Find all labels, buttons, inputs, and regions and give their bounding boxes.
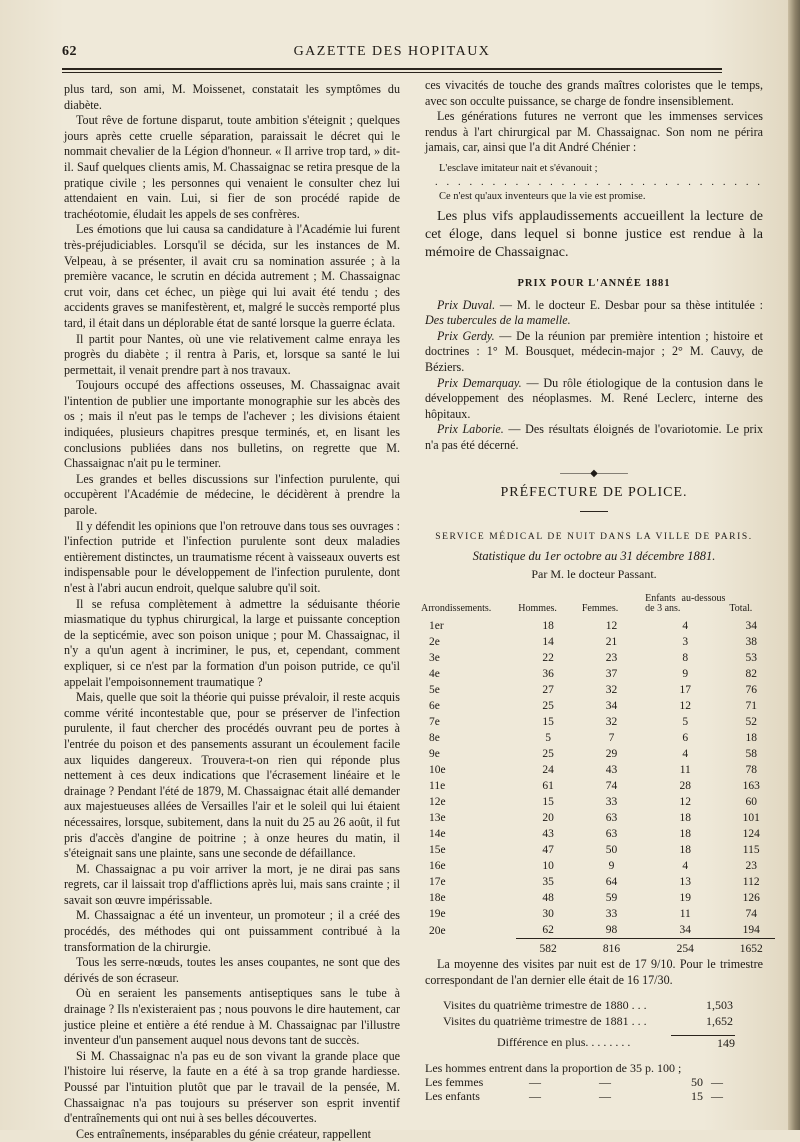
table-cell: 78 (745, 764, 757, 777)
arrondissement-cell: 15e (429, 844, 446, 857)
table-cell: 38 (745, 636, 757, 649)
paragraph: Toujours occupé des affections osseuses, M. Chassaignac avait l'intention de publier une importante monographie sur les abcès des os ; mais il n'eut pas le temps de l'achever ; les divisions étaient indiquées, plusieurs chapitres presque terminés, et, en lisant les conclusions publiées dans nos bulletins, on regrette que M. Chassaignac n'ait pu le terminer. (64, 378, 400, 471)
visits-row: Visites du quatrième trimestre de 1880 . . . 1,503 (443, 997, 733, 1012)
table-cell: 126 (742, 892, 760, 905)
proportion-row: Les enfants — — 15 — (425, 1089, 723, 1104)
table-cell: 35 (542, 876, 554, 889)
table-cell: 47 (542, 844, 554, 857)
thesis-title: Des tubercules de la mamelle. (425, 313, 571, 328)
table-cell: 43 (542, 828, 554, 841)
table-cell: 76 (745, 684, 757, 697)
table-cell: 12 (679, 796, 692, 809)
table-cell: 25 (542, 700, 554, 713)
table-cell: 124 (742, 828, 760, 841)
arrondissement-cell: 1er (429, 620, 444, 633)
table-cell: 82 (745, 668, 757, 681)
verse-quote (425, 162, 763, 204)
table-row (419, 730, 775, 746)
header-rule-thin (62, 72, 722, 73)
table-cell: 12 (679, 700, 692, 713)
proportion-row: Les femmes — — 50 — (425, 1075, 723, 1090)
prize-entry: Prix Demarquay. — Du rôle étiologique de la contusion dans le développement des néoplasmes. M. René Leclerc, interne des hôpitaux. (425, 375, 763, 421)
prefecture-title: PRÉFECTURE DE POLICE. (500, 485, 688, 501)
applause-paragraph: Les plus vifs applaudissements accueillent la lecture de cet éloge, dans lequel si bonne justice est rendue à la mémoire de Chassaignac. (425, 208, 763, 260)
table-row (419, 890, 775, 906)
table-cell: 7 (608, 732, 615, 745)
arrondissement-cell: 17e (429, 876, 446, 889)
running-title: GAZETTE DES HOPITAUX (293, 44, 491, 59)
table-row (419, 874, 775, 890)
table-cell: 64 (605, 876, 618, 889)
table-cell: 58 (745, 748, 757, 761)
header-rule (62, 68, 722, 70)
total-cell: 816 (580, 939, 643, 958)
table-cell: 60 (745, 796, 757, 809)
ornament-separator: ———◆——— (560, 467, 628, 479)
table-cell: 34 (745, 620, 757, 633)
table-cell: 8 (682, 652, 689, 665)
table-cell: 30 (542, 908, 554, 921)
table-row (419, 666, 775, 682)
total-cell: 254 (643, 939, 727, 958)
arrondissement-cell: 7e (429, 716, 440, 729)
prize-name: Prix Laborie. (437, 422, 504, 437)
column-header: Enfants au-dessous de 3 ans. (645, 593, 726, 615)
table-row (419, 746, 775, 762)
table-cell: 59 (605, 892, 618, 905)
verse-line: L'esclave imitateur nait et s'évanouit ; (439, 162, 598, 174)
paragraph: Il partit pour Nantes, où une vie relativement calme enraya les progrès du diabète ; il rentra à Paris, et, lorsque sa santé le lui permettait, il venait prendre part à nos travaux. (64, 331, 400, 377)
table-cell: 50 (605, 844, 618, 857)
table-cell: 18 (679, 828, 692, 841)
table-row (419, 778, 775, 794)
table-row (419, 650, 775, 666)
paragraph: Les générations futures ne verront que les immenses services rendus à l'art chirurgical par M. Chassaignac. Son nom ne périra jamais, car, ainsi que l'a dit André Chénier : (425, 109, 763, 155)
totals-row (419, 939, 775, 958)
table-cell: 3 (682, 636, 689, 649)
paragraph: Il y défendit les opinions que l'on retrouve dans tous ses ouvrages : l'infection putride et l'infection purulente sont deux maladies entièrement distinctes, un traumatisme récent à vaisseaux ouverts est indispensable pour le développement de l'infection purulente, dont n'est à l'abri aucun endroit, quelque salubre qu'il soit. (64, 518, 400, 595)
table-cell: 18 (542, 620, 554, 633)
table-cell: 4 (682, 748, 689, 761)
table-cell: 37 (605, 668, 618, 681)
page-header (62, 44, 722, 66)
paragraph: Où en seraient les pansements antiseptiques sans le tube à drainage ? Ils n'existeraient pas ; nous pouvons le dire hautement, car justice pleine et entière a été rendue à M. Chassaignac par l'illustre inventeur d'un pansement auquel nous devons tant de succès. (64, 986, 400, 1048)
table-cell: 98 (605, 924, 618, 937)
table-cell: 74 (605, 780, 618, 793)
prize-name: Prix Gerdy. (437, 328, 495, 343)
table-cell: 18 (679, 844, 692, 857)
arrondissement-cell: 10e (429, 764, 446, 777)
paragraph: M. Chassaignac a pu voir arriver la mort, je ne dirai pas sans regrets, car il laissait trop d'afflictions après lui, mais sans crainte ; il savait son œuvre impérissable. (64, 861, 400, 907)
total-cell (419, 939, 516, 958)
table-cell: 71 (745, 700, 757, 713)
statistics-table (419, 594, 775, 957)
verse-line: Ce n'est qu'aux inventeurs que la vie est promise. (439, 190, 646, 202)
table-cell: 4 (682, 620, 689, 633)
table-cell: 14 (542, 636, 554, 649)
table-cell: 9 (608, 860, 615, 873)
table-cell: 17 (679, 684, 692, 697)
table-row (419, 762, 775, 778)
average-paragraph: La moyenne des visites par nuit est de 17 9/10. Pour le trimestre correspondant de l'an dernier elle était de 16 17/30. (425, 957, 763, 988)
service-heading: SERVICE MÉDICAL DE NUIT DANS LA VILLE DE PARIS. (435, 531, 753, 542)
table-row (419, 858, 775, 874)
arrondissement-cell: 3e (429, 652, 440, 665)
table-cell: 23 (745, 860, 757, 873)
table-cell: 10 (542, 860, 554, 873)
table-row (419, 794, 775, 810)
arrondissement-cell: 18e (429, 892, 446, 905)
arrondissement-cell: 2e (429, 636, 440, 649)
page-edge (788, 0, 800, 1130)
table-row (419, 618, 775, 634)
table-cell: 4 (682, 860, 689, 873)
table-cell: 23 (605, 652, 618, 665)
table-row (419, 698, 775, 714)
table-row (419, 842, 775, 858)
author-line: Par M. le docteur Passant. (531, 566, 657, 581)
table-row (419, 906, 775, 922)
column-header: Arrondissements. (421, 603, 492, 615)
table-cell: 24 (542, 764, 554, 777)
table-cell: 11 (679, 764, 691, 777)
proportions-intro: Les hommes entrent dans la proportion de 35 p. 100 ; (425, 1061, 682, 1076)
table-cell: 32 (605, 716, 618, 729)
table-row (419, 922, 775, 939)
prizes-heading: PRIX POUR L'ANNÉE 1881 (517, 277, 671, 289)
column-header: Total. (729, 603, 753, 615)
table-cell: 101 (742, 812, 760, 825)
table-cell: 63 (605, 828, 618, 841)
table-cell: 52 (745, 716, 757, 729)
paragraph: Tous les serre-nœuds, toutes les anses coupantes, ne sont que des dérivés de son écraseur. (64, 955, 400, 985)
table-cell: 29 (605, 748, 618, 761)
table-cell: 22 (542, 652, 554, 665)
table-cell: 33 (605, 908, 618, 921)
table-row (419, 810, 775, 826)
prize-name: Prix Demarquay. (437, 375, 522, 390)
paragraph: M. Chassaignac a été un inventeur, un promoteur ; il a créé des procédés, des méthodes qui ont puissamment contribué à la transformation de la chirurgie. (64, 908, 400, 954)
table-cell: 163 (742, 780, 760, 793)
arrondissement-cell: 4e (429, 668, 440, 681)
table-cell: 115 (742, 844, 760, 857)
table-cell: 19 (679, 892, 692, 905)
table-cell: 18 (679, 812, 692, 825)
table-cell: 11 (679, 908, 691, 921)
paragraph: Si M. Chassaignac n'a pas eu de son vivant la grande place que l'histoire lui réserve, la faute en a été à sa trop grande hardiesse. Poussé par l'intuition plutôt que par le travail de la pensée, M. Chassaignac n'a pas toujours su préserver son esprit inventif d'entraînements qui ont nui à ses belles découvertes. (64, 1048, 400, 1126)
arrondissement-cell: 16e (429, 860, 446, 873)
table-cell: 112 (742, 876, 760, 889)
proportions (425, 1061, 763, 1103)
table-cell: 33 (605, 796, 618, 809)
table-row (419, 714, 775, 730)
difference-row: Différence en plus. . . . . . . . 149 (497, 1034, 735, 1050)
short-rule (580, 511, 608, 512)
paragraph: Mais, quelle que soit la théorie qui puisse prévaloir, il reste acquis comme vérité incontestable que, pour se préserver de l'infection purulente, il faut chercher des procédés ouvrant peu de portes à l'entrée du poison et des pansements assurant un écoulement facile aux liquides dangereux. Trouvera-t-on rien qui réponde plus nettement à ces deux indications que l'écrasement linéaire et le drainage ? Pendant l'été de 1879, M. Chassaignac était allé demander aux majestueuses allées de Versailles l'air et le soleil qui lui étaient nécessaires, lorsque, subitement, dans la nuit du 25 au 26 août, il fut pris d'accès d'angine de poitrine ; à onze heures du matin, il s'éteignait sans une plainte, sans une seconde de défaillance. (64, 690, 400, 861)
arrondissement-cell: 19e (429, 908, 446, 921)
prize-name: Prix Duval. (437, 297, 496, 312)
total-cell: 1652 (727, 939, 775, 958)
table-cell: 34 (679, 924, 692, 937)
column-header: Hommes. (518, 603, 557, 615)
arrondissement-cell: 5e (429, 684, 440, 697)
table-cell: 15 (542, 716, 554, 729)
paragraph: Il se refusa complètement à admettre la séduisante théorie miasmatique du typhus chirurgical, la large et puissante conception de la septicémie, avec son poison unique ; pour M. Chassaignac, il n'y a qu'un agent à incriminer, le pus, et, cependant, comment expliquer, si ce n'est par la formation d'un poison putride, ce qu'il appelait l'empoisonnement traumatique ? (64, 596, 400, 689)
prize-entry: Prix Gerdy. — De la réunion par première intention ; histoire et doctrines : 1° M. Bousquet, médecin-major ; 2° M. Cauvy, de Béziers. (425, 328, 763, 374)
total-cell: 582 (516, 939, 580, 958)
statistic-line: Statistique du 1er octobre au 31 décembre 1881. (472, 549, 716, 564)
arrondissement-cell: 14e (429, 828, 446, 841)
paragraph: Ces entraînements, inséparables du génie créateur, rappellent (76, 1126, 372, 1141)
prize-entry: Prix Duval. — M. le docteur E. Desbar pour sa thèse intitulée : Des tubercules de la mamelle. (425, 297, 763, 328)
table-cell: 25 (542, 748, 554, 761)
table-cell: 5 (682, 716, 689, 729)
table-row (419, 682, 775, 698)
table-cell: 194 (742, 924, 760, 937)
arrondissement-cell: 20e (429, 924, 446, 937)
arrondissement-cell: 9e (429, 748, 440, 761)
paragraph: plus tard, son ami, M. Moissenet, constatait les symptômes du diabète. (64, 82, 400, 112)
table-row (419, 826, 775, 842)
table-cell: 13 (679, 876, 692, 889)
arrondissement-cell: 8e (429, 732, 440, 745)
arrondissement-cell: 13e (429, 812, 446, 825)
page-number: 62 (62, 44, 77, 59)
arrondissement-cell: 6e (429, 700, 440, 713)
table-cell: 15 (542, 796, 554, 809)
verse-ellipsis: . . . . . . . . . . . . . . . . . . . . . . . . . . . . . (435, 176, 763, 188)
paragraph: Les grandes et belles discussions sur l'infection purulente, qui occupèrent l'Académie de médecine, le décidèrent à prendre la parole. (64, 471, 400, 518)
table-cell: 9 (682, 668, 689, 681)
table-cell: 62 (542, 924, 554, 937)
table-cell: 28 (679, 780, 692, 793)
arrondissement-cell: 12e (429, 796, 446, 809)
table-row (419, 634, 775, 650)
column-header: Femmes. (581, 603, 619, 615)
table-cell: 5 (545, 732, 551, 745)
paragraph: Tout rêve de fortune disparut, toute ambition s'éteignit ; quelques jours après cette cruelle séparation, paraissait le décret qui le nommait chevalier de la Légion d'honneur. « Il arrive trop tard, » dit-il. Sauf quelques clients amis, M. Chassaignac se retira presque de la pratique civile ; les personnes qui venaient le consulter chez lui attendaient en vain. Lui, si fier de son procédé rapide de trachéotomie, éludait les appels de ses confrères. (64, 113, 400, 221)
table-cell: 18 (745, 732, 757, 745)
paragraph: Les émotions que lui causa sa candidature à l'Académie lui furent très-préjudiciables. Lorsqu'il se décida, sur les instances de M. Velpeau, à se présenter, il avait cru sa nomination assurée ; à la première vacance, le scrutin en décida autrement ; M. Chassaignac crut voir, dans cet échec, un piège qui lui avait été tendu ; des accidents graves se manifestèrent, et, malgré le succès remporté plus tard, il était dans un déplorable état de santé lorsque la guerre éclata. (64, 222, 400, 330)
table-cell: 61 (542, 780, 554, 793)
arrondissement-cell: 11e (429, 780, 446, 793)
table-cell: 27 (542, 684, 554, 697)
visits-summary (425, 997, 763, 1029)
table-cell: 48 (542, 892, 554, 905)
prize-entry: Prix Laborie. — Des résultats éloignés de l'ovariotomie. Le prix n'a pas été décerné. (425, 422, 763, 452)
left-column (64, 82, 400, 1142)
table-cell: 6 (682, 732, 689, 745)
table-cell: 12 (605, 620, 618, 633)
table-cell: 32 (605, 684, 618, 697)
table-cell: 43 (605, 764, 618, 777)
table-cell: 74 (745, 908, 757, 921)
right-column (421, 78, 763, 1104)
visits-row: Visites du quatrième trimestre de 1881 . . . 1,652 (443, 1013, 733, 1028)
table-cell: 21 (605, 636, 618, 649)
paragraph: ces vivacités de touche des grands maîtres coloristes que le temps, avec son occulte puissance, se charge de fondre insensiblement. (425, 78, 763, 108)
table-cell: 36 (542, 668, 554, 681)
table-cell: 53 (745, 652, 757, 665)
table-cell: 20 (542, 812, 554, 825)
table-cell: 34 (605, 700, 618, 713)
table-cell: 63 (605, 812, 618, 825)
